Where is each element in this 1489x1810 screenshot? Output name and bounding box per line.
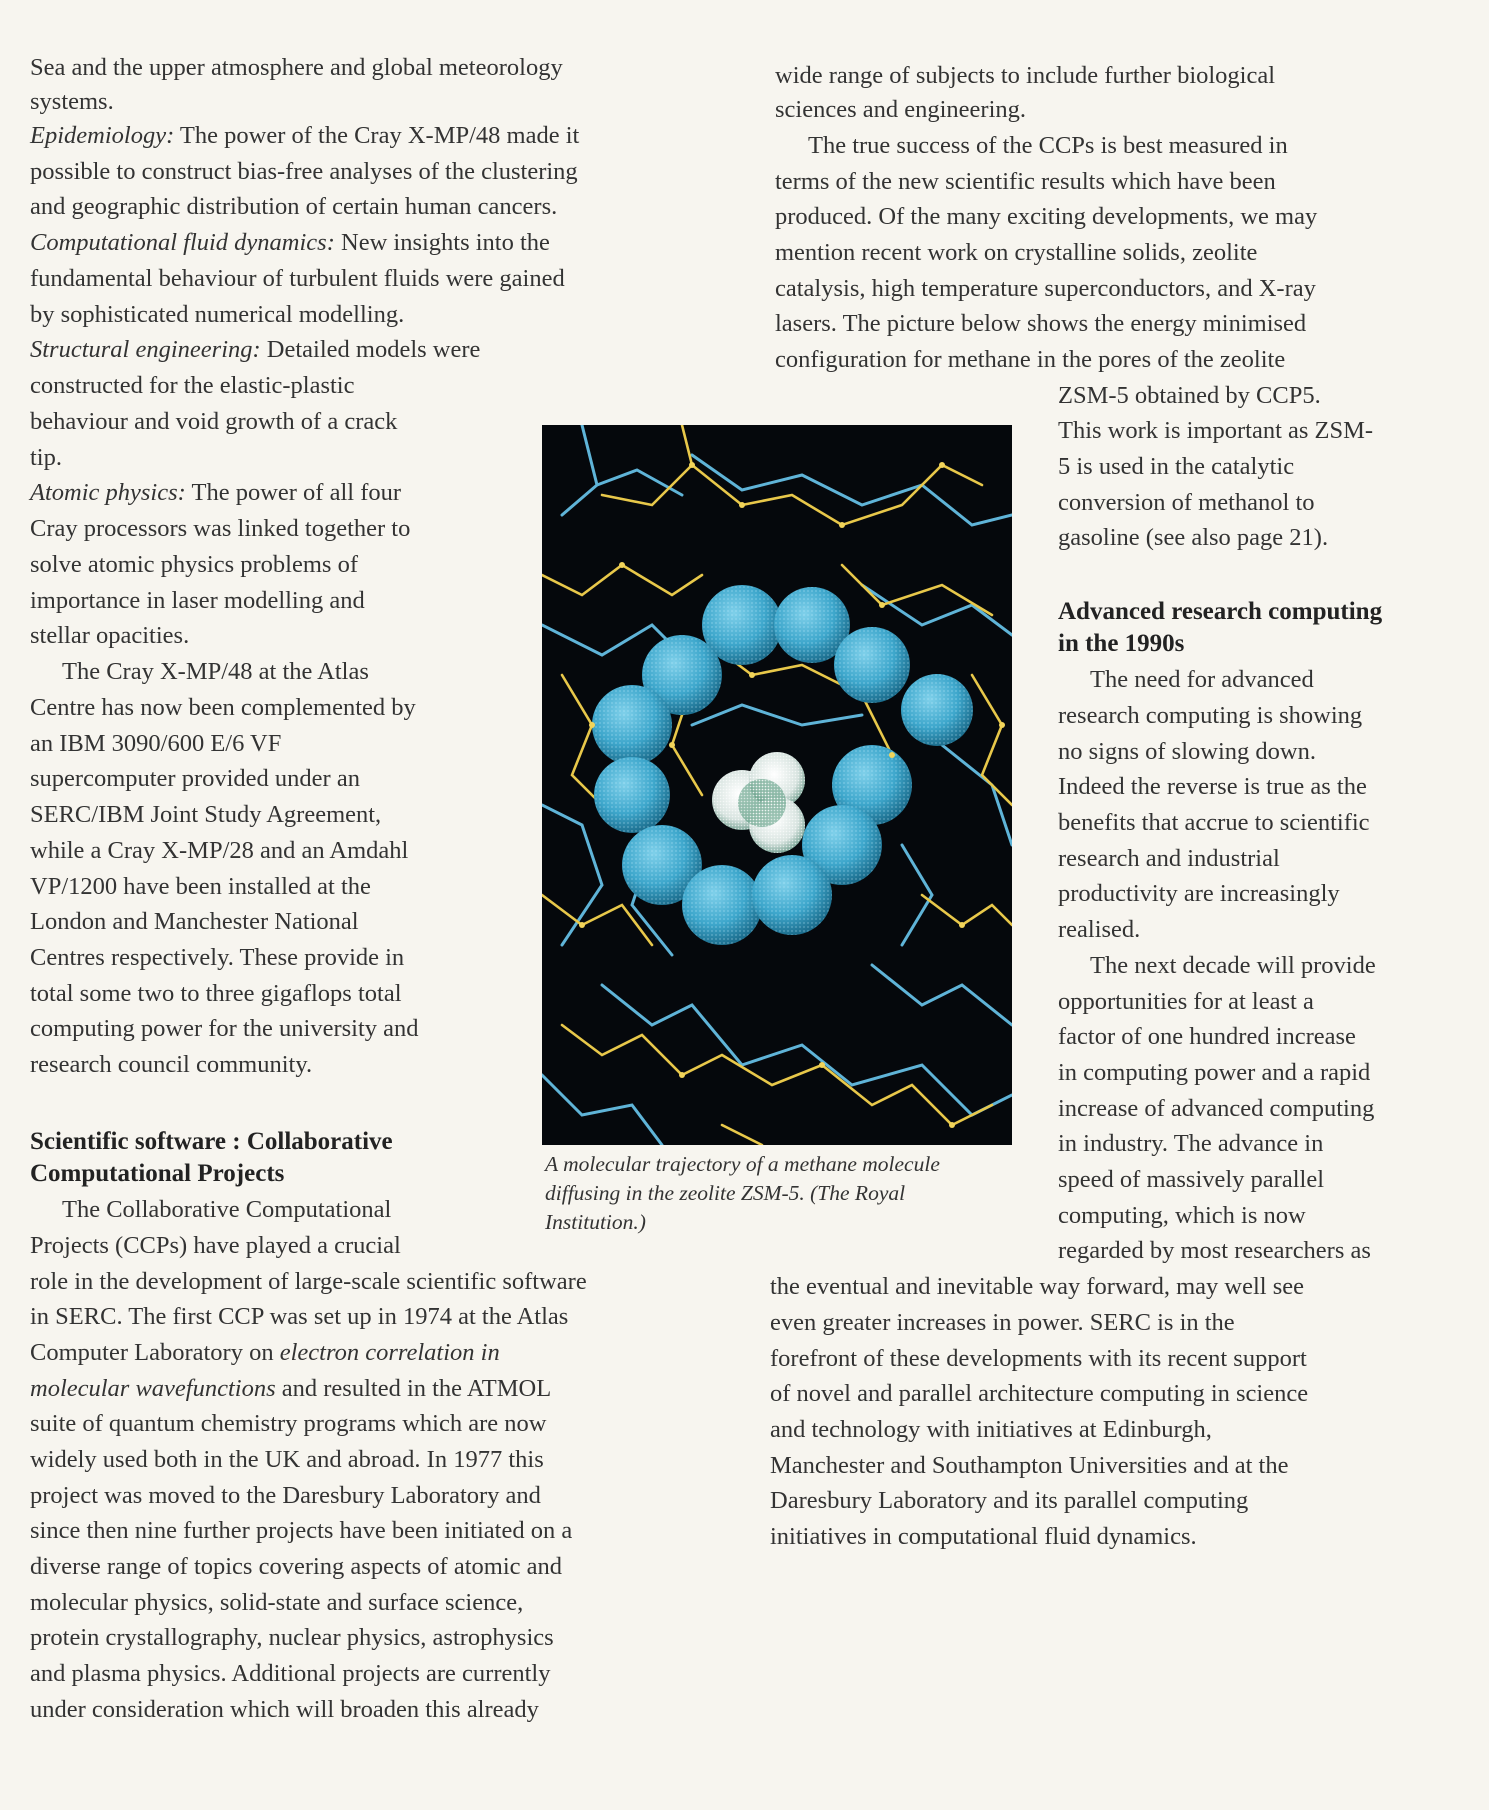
text-line: terms of the new scientific results which have been	[775, 168, 1276, 195]
text-line: and technology with initiatives at Edinburgh,	[770, 1416, 1212, 1443]
text-fragment: New insights into the	[334, 229, 550, 256]
text-line: wide range of subjects to include further biological	[775, 62, 1276, 89]
text-line: regarded by most researchers as	[1058, 1237, 1371, 1264]
text-line: VP/1200 have been installed at the	[30, 873, 371, 900]
text-line: The Collaborative Computational	[62, 1196, 392, 1223]
text-line: importance in laser modelling and	[30, 587, 365, 614]
text-line: in SERC. The first CCP was set up in 1974 at the Atlas	[30, 1303, 569, 1330]
term-epidemiology: Epidemiology:	[30, 122, 175, 149]
text-line: productivity are increasingly	[1058, 880, 1340, 907]
text-line	[30, 332, 480, 368]
zeolite-molecule-illustration	[542, 425, 1012, 1145]
text-fragment: The power of all four	[185, 479, 402, 506]
text-line: ZSM-5 obtained by CCP5.	[1058, 382, 1321, 409]
text-line: Sea and the upper atmosphere and global meteorology	[30, 54, 563, 81]
text-line: Centres respectively. These provide in	[30, 944, 405, 971]
text-line: fundamental behaviour of turbulent fluids were gained	[30, 265, 565, 292]
text-line: the eventual and inevitable way forward, may well see	[770, 1273, 1305, 1300]
text-fragment: The power of the Cray X-MP/48 made it	[174, 122, 580, 149]
text-line: diverse range of topics covering aspects of atomic and	[30, 1553, 563, 1580]
text-line: supercomputer provided under an	[30, 765, 360, 792]
text-line: realised.	[1058, 916, 1141, 943]
section-heading: in the 1990s	[1058, 630, 1185, 657]
text-line: gasoline (see also page 21).	[1058, 524, 1329, 551]
zeolite-figure	[542, 425, 1012, 1145]
text-line: even greater increases in power. SERC is in the	[770, 1309, 1235, 1336]
term-cfd: Computational fluid dynamics:	[30, 229, 335, 256]
text-line: conversion of methanol to	[1058, 489, 1315, 516]
italic-fragment: electron correlation in	[279, 1339, 500, 1366]
text-line: project was moved to the Daresbury Laboratory and	[30, 1482, 541, 1509]
text-line: by sophisticated numerical modelling.	[30, 301, 405, 328]
caption-line: diffusing in the zeolite ZSM-5. (The Royal	[545, 1181, 906, 1205]
methane-molecule	[712, 752, 805, 853]
text-line: and geographic distribution of certain human cancers.	[30, 193, 558, 220]
text-line: The Cray X-MP/48 at the Atlas	[62, 658, 369, 685]
text-line: forefront of these developments with its recent support	[770, 1345, 1307, 1372]
text-line: no signs of slowing down.	[1058, 738, 1316, 765]
text-line: opportunities for at least a	[1058, 988, 1314, 1015]
text-line: Cray processors was linked together to	[30, 515, 411, 542]
text-line: in industry. The advance in	[1058, 1130, 1324, 1157]
text-fragment: Computer Laboratory on	[30, 1339, 280, 1366]
section-heading: Computational Projects	[30, 1160, 285, 1187]
text-line: computing, which is now	[1058, 1202, 1306, 1229]
section-heading: Scientific software : Collaborative	[30, 1128, 393, 1155]
text-line: SERC/IBM Joint Study Agreement,	[30, 801, 382, 828]
text-line: Centre has now been complemented by	[30, 694, 416, 721]
term-structural: Structural engineering:	[30, 336, 261, 363]
text-line	[30, 475, 401, 511]
text-line: factor of one hundred increase	[1058, 1023, 1356, 1050]
text-line: and plasma physics. Additional projects are currently	[30, 1660, 551, 1687]
text-line: The true success of the CCPs is best measured in	[808, 132, 1288, 159]
text-line: computing power for the university and	[30, 1015, 419, 1042]
text-line: suite of quantum chemistry programs which are now	[30, 1410, 547, 1437]
text-line	[30, 225, 550, 261]
section-heading: Advanced research computing	[1058, 598, 1383, 625]
text-line: produced. Of the many exciting developments, we may	[775, 203, 1318, 230]
text-line: protein crystallography, nuclear physics, astrophysics	[30, 1624, 554, 1651]
text-line: tip.	[30, 444, 62, 471]
text-line: London and Manchester National	[30, 908, 359, 935]
text-line: Indeed the reverse is true as the	[1058, 773, 1367, 800]
text-line: Daresbury Laboratory and its parallel computing	[770, 1487, 1249, 1514]
text-line: behaviour and void growth of a crack	[30, 408, 398, 435]
text-line	[30, 118, 579, 154]
text-line: Manchester and Southampton Universities and at the	[770, 1452, 1289, 1479]
text-line: catalysis, high temperature superconductors, and X-ray	[775, 275, 1316, 302]
text-line: in computing power and a rapid	[1058, 1059, 1371, 1086]
text-line: This work is important as ZSM-	[1058, 417, 1374, 444]
text-line: research and industrial	[1058, 845, 1280, 872]
text-line: molecular physics, solid-state and surface science,	[30, 1589, 524, 1616]
text-line: under consideration which will broaden this already	[30, 1696, 539, 1723]
text-line: research computing is showing	[1058, 702, 1363, 729]
text-line: mention recent work on crystalline solids, zeolite	[775, 239, 1258, 266]
text-line: while a Cray X-MP/28 and an Amdahl	[30, 837, 409, 864]
text-line: lasers. The picture below shows the energy minimised	[775, 310, 1307, 337]
text-line: solve atomic physics problems of	[30, 551, 358, 578]
text-line	[30, 1335, 500, 1371]
text-line: benefits that accrue to scientific	[1058, 809, 1370, 836]
caption-line: Institution.)	[545, 1210, 646, 1234]
text-line: constructed for the elastic-plastic	[30, 372, 355, 399]
text-line: possible to construct bias-free analyses of the clustering	[30, 158, 578, 185]
text-line: initiatives in computational fluid dynamics.	[770, 1523, 1197, 1550]
text-line: an IBM 3090/600 E/6 VF	[30, 730, 282, 757]
text-line: widely used both in the UK and abroad. In 1977 this	[30, 1446, 544, 1473]
italic-fragment: molecular wavefunctions	[30, 1375, 276, 1402]
text-line: since then nine further projects have been initiated on a	[30, 1517, 573, 1544]
text-line: configuration for methane in the pores of the zeolite	[775, 346, 1286, 373]
text-line: speed of massively parallel	[1058, 1166, 1325, 1193]
term-atomic: Atomic physics:	[30, 479, 186, 506]
text-line: role in the development of large-scale scientific software	[30, 1268, 587, 1295]
text-line: of novel and parallel architecture computing in science	[770, 1380, 1309, 1407]
text-fragment: Detailed models were	[260, 336, 481, 363]
text-line: increase of advanced computing	[1058, 1095, 1375, 1122]
text-line: 5 is used in the catalytic	[1058, 453, 1295, 480]
text-line: research council community.	[30, 1051, 313, 1078]
text-line: The next decade will provide	[1090, 952, 1376, 979]
text-line: Projects (CCPs) have played a crucial	[30, 1232, 401, 1259]
text-line	[30, 1371, 551, 1407]
text-fragment: and resulted in the ATMOL	[275, 1375, 552, 1402]
text-line: total some two to three gigaflops total	[30, 980, 402, 1007]
text-line: systems.	[30, 88, 114, 115]
text-line: The need for advanced	[1090, 666, 1314, 693]
caption-line: A molecular trajectory of a methane molecule	[545, 1152, 940, 1176]
text-line: sciences and engineering.	[775, 96, 1027, 123]
text-line: stellar opacities.	[30, 622, 190, 649]
